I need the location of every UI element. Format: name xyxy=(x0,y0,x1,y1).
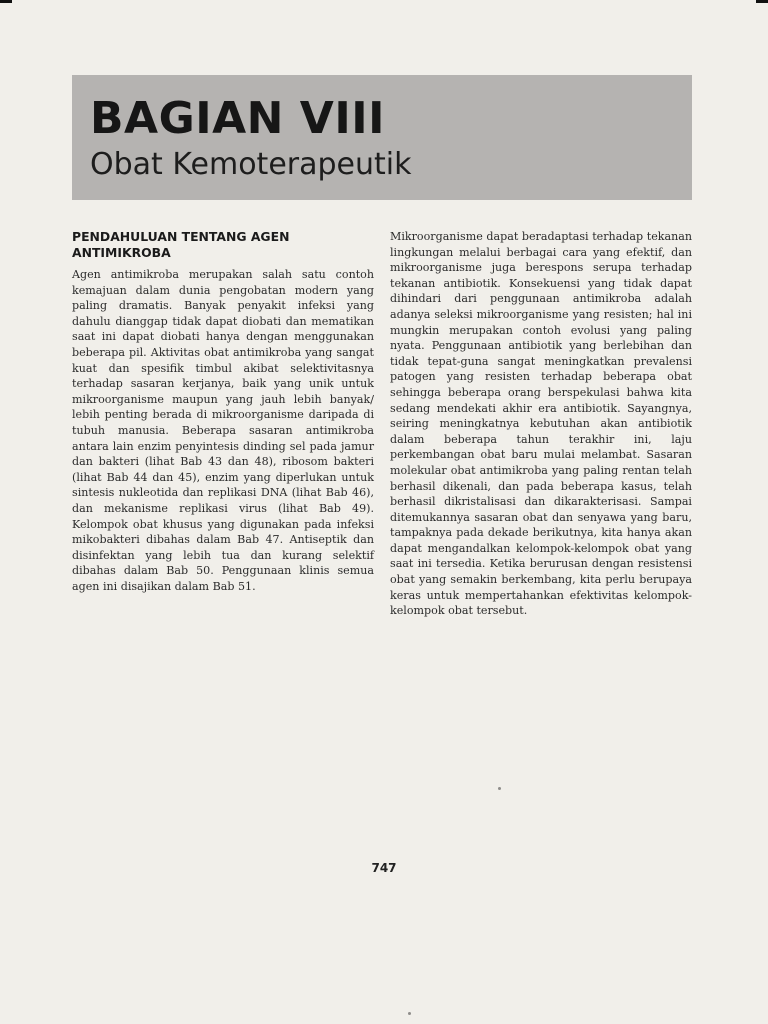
body-paragraph: Agen antimikroba merupakan salah satu contoh kemajuan dalam dunia pengobatan modern yang paling dramatis. Banyak penyakit infeksi yang dahulu dianggap tidak dapat diobati dan mematikan saat ini dapat diobati hanya dengan menggunakan beberapa pil. Aktivitas obat antimikroba yang sangat kuat dan spesifik timbul akibat selektivitasnya terhadap sasaran kerjanya, baik yang unik untuk mikroorganisme maupun yang jauh lebih banyak/ lebih penting berada di mikroorganisme daripada di tubuh manusia. Beberapa sasaran antimikroba antara lain enzim penyintesis dinding sel pada jamur dan bakteri (lihat Bab 43 dan 48), ribosom bakteri (lihat Bab 44 dan 45), enzim yang diperlukan untuk sintesis nukleotida dan replikasi DNA (lihat Bab 46), dan mekanisme replikasi virus (lihat Bab 49). Kelompok obat khusus yang digunakan pada infeksi mikobakteri dibahas dalam Bab 47. Antiseptik dan disinfektan yang lebih tua dan kurang selektif dibahas dalam Bab 50. Penggunaan klinis semua agen ini disajikan dalam Bab 51. xyxy=(72,268,374,593)
part-banner xyxy=(72,75,692,200)
part-subtitle: Obat Kemoterapeutik xyxy=(90,147,412,182)
body-paragraph-continued: Mikroorganisme dapat beradaptasi terhadap tekanan lingkungan melalui berbagai cara yang efektif, dan mikroorganisme juga berespons serupa terhadap tekanan antibiotik. Konsekuensi yang tidak dapat dihindari dari penggunaan antimikroba adalah adanya seleksi mikroorganisme yang resisten; hal ini mungkin merupakan contoh evolusi yang paling nyata. Penggunaan antibiotik yang berlebihan dan tidak tepat-guna sangat meningkatkan prevalensi patogen yang resisten terhadap beberapa obat sehingga beberapa orang berspekulasi bahwa kita sedang mendekati akhir era antibiotik. Sayangnya, seiring meningkatnya kebutuhan akan antibiotik dalam beberapa tahun terakhir ini, laju perkembangan obat baru mulai melambat. Sasaran molekular obat antimikroba yang paling rentan telah berhasil dikenali, dan pada beberapa kasus, telah berhasil dikristalisasi dan dikarakterisasi. Sampai ditemukannya sasaran obat dan senyawa yang baru, tampaknya pada dekade berikutnya, kita hanya akan dapat mengandalkan kelompok-kelompok obat yang saat ini tersedia. Ketika berurusan dengan resistensi obat yang semakin berkembang, kita perlu berupaya keras untuk mempertahankan efektivitas kelompok-kelompok obat tersebut. xyxy=(390,230,692,618)
page-edge-mark xyxy=(0,0,12,3)
column-flow-left xyxy=(72,267,374,594)
page-edge-mark xyxy=(756,0,768,3)
paper-speck xyxy=(408,1012,411,1015)
text-column-left xyxy=(72,229,374,594)
section-heading: PENDAHULUAN TENTANG AGEN ANTIMIKROBA xyxy=(72,229,290,260)
page-number: 747 xyxy=(371,861,397,875)
paper-speck xyxy=(498,787,501,790)
part-title: BAGIAN VIII xyxy=(90,93,385,144)
text-column-right xyxy=(390,229,692,619)
